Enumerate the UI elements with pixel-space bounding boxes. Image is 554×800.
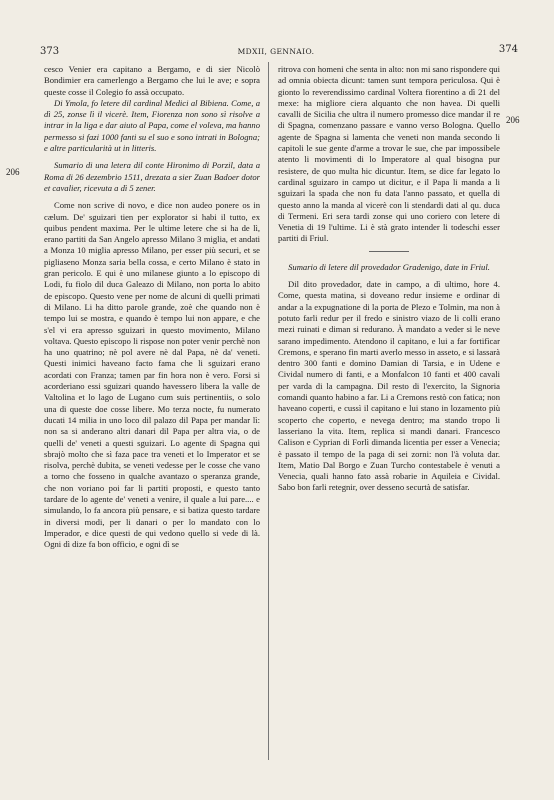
right-paragraph-1: ritrova con homeni che senta in alto: non mi sano rispondere qui ad omnia obiecta dicunt: tamen sunt tempora periculosa. Qui è gionto lo reverendissimo cardinal Voltera fiorentino a dì 21 del mexe: ha migliore ciera alquanto che non havea. Di quelli cavalli de Sicilia che ultra il numero promesso dice mandar il re di Spagna, comenzano passare e vanno verso Bologna. Quello agente de Spagna si lamenta che veneti non manda secondo li capitoli le sue gente d'arme a trovar le sue, che par impossibele atento li movimenti di lo Imperatore al qual bisogna pur resistere, de quo multa hic dicuntur. Item, se dice far legato lo cardinal sguizaro in campo ut dicitur, e il Papa li manda a li sguizari la spada che non fu data l'anno passato, et quella di questo anno la manda al vicerè con li stendardi dati al qu. duca di Termeni. Eri sera tardi zonse qui uno coriero con letere di Venetia di 19 l'ultime. Li è stà grato intender li todeschi esser partiti di Friul. [278,64,500,244]
right-column [278,64,500,760]
page-number-right: 374 [498,44,518,55]
right-paragraph-2: Dil dito provedador, date in campo, a dì ultimo, hore 4. Come, questa matina, si doveano redur insieme e ordinar di andar a la expugnatione di la porta de Plezo e Tolmin, ma non à potuto farli redur per il fredo e sinistro viazo de li colli erano mezi ruinati e diman si redurano. À mandato a veder si le neve sarano impedimento. Atendono il capitano, e lui a far fortifìcar Cremons, e sperano fin marti averlo messo in asseto, e si lassarà dentro 300 fanti e domino Damian di Tarsia, e in Udene e Cividal numero di fanti, e a Monfalcon 10 fanti et 400 cavali per varda di la campagna. Dil resto di l'exercito, la Signoria comandi quanto habino a far. Li a Cremons restò con fatica; non haveano coperti, e cussì il capitano e lui stano in lozamento più scoperto che coperto, e nevega dentro; ma stando tropo li lasseriano la vita. Item, replica si mandi danari. Francesco Calison e Cyprian di Forlì dimanda licentia per esser a Venecia; è passato il tempo de la paga di sei zorni: non l'à voluta dar. Item, Matio Dal Borgo e Zuan Turcho contestabele è venuti a Venecia, quali hanno fato assà robarie in Aquileia e Cividal. Sabo bon farli retegnir, over desseno securtà de satisfar. [278,279,500,493]
margin-number-right: 206 [506,115,520,125]
section-rule [369,251,409,252]
margin-number-left: 206 [6,167,20,177]
page-number-left: 373 [40,46,60,57]
left-summary-heading: Sumario di una letera dil conte Hironimo di Porzil, data a Roma di 26 dezembrio 1511, drezata a sier Zuan Badoer dotor et cavalier, ricevuta a dì 5 zener. [44,160,260,193]
left-paragraph-1: cesco Venier era capitano a Bergamo, e di sier Nicolò Bondimier era camerlengo a Bergamo che lui le ave; e sopra queste cosse il Colegio fo assà occupato. [44,64,260,97]
page-header [28,40,524,60]
left-paragraph-4: Come non scrive di novo, e dice non audeo ponere os in cælum. De' sguizari tien per explorator si habi il tutto, ex quibus pendent maxima. Per le ultime letere che si ha de lì, erano partiti da San Angelo apresso Milano 3 miglia, et andati a Monza 10 miglia apresso Milano, per esser più securi, et se pigliaseno Monza saria bella cossa, e certo Milano è stato in gran pericolo. E qui è uno milanese giunto a lo episcopo di Lodi, fu fiolo dil duca Galeazo di Milano, non porta lo abito de episcopo. Questo vene per nome de alcuni di quelli primati di Milano. Li ha ditto parole grande, zoè che quando non è tempo lui se mostra, e quando è tempo lui non appare, e che s'el vi era apresso sguizari in questo movimento, Milano voltava. Questo episcopo li rispose non poter venir perchè non ha uno quatrino; nè pol avere nè dal Papa, nè da' veneti. Questi inimici haveano facto fama che li sguizari erano acordati con Franza; tamen par fin hora non è vero. Forsi si acorderiano essi sguizari quando havessero libera la valle de Valtolina et lo lago de Lugano cum suis pertinentiis, o solo una di queste doe cosse libere. Mo terza nocte, fu numerato ducati 14 milia in uno loco dil palazo dil Papa per mandar lì: non sa si anderano altri danari dil Papa per altra via, o de quelli de' veneti a questi sguizari. Lo agente di Spagna qui sbrajò molto che sì faza pace tra veneti et lo Imperator et se risolva, perchè dubita, se veneti vedesse per le cosse che vano a torno che fosseno in qualche avantazo o speranza grande, che non voriano poi far li partiti proposti, e questo tanto tardare de lo agente de' veneti a venire, il quale a lui pare.... e simulando, lo fa ancora più pensare, e si batiza questo tardare in diversi modi, per li danari o per lo mandato con lo Imperador, e dice questi de qui vedono quello si vede di là. Ogni dì dize fa bon officio, e ogni dì se [44,200,260,550]
left-column [44,64,260,760]
left-paragraph-2: Di Ymola, fo letere dil cardinal Medici al Bibiena. Come, a dì 25, zonse lì il vicerè. Item, Fiorenza non sono sì risolve a intrar in la liga e dar aiuto al Papa, come el voleva, ma hanno permesso si fazi 1000 fanti su el suo e sono intrati in Bologna; e altre particularità ut in litteris. [44,97,260,154]
running-title: MDXII, GENNAIO. [237,47,315,56]
column-divider [268,62,269,760]
section-title: Sumario di letere dil provedador Gradenigo, date in Friul. [288,261,490,272]
